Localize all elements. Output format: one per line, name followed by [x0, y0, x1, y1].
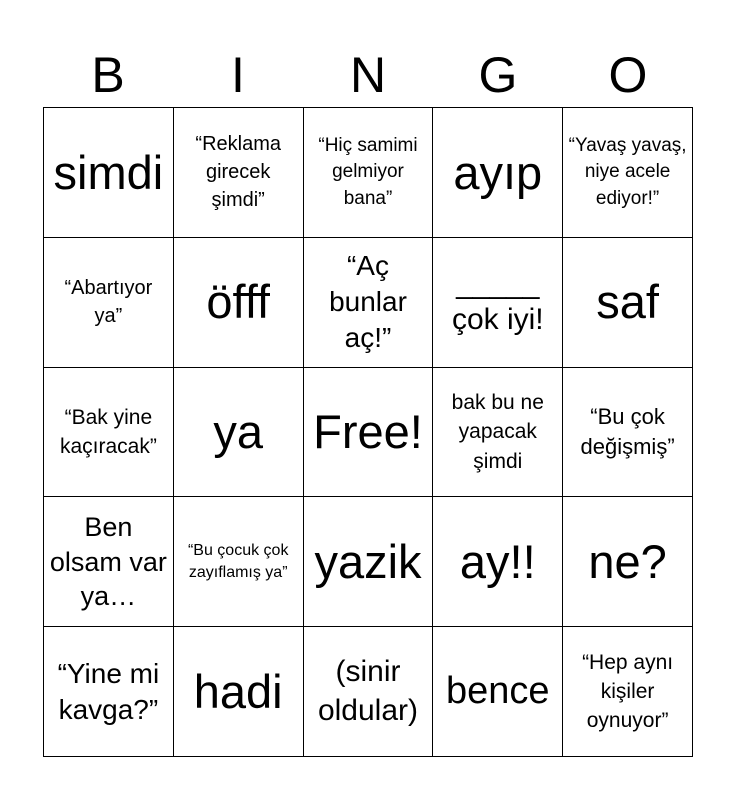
bingo-cell[interactable]: [304, 627, 434, 757]
bingo-cell[interactable]: [563, 497, 693, 627]
bingo-cell[interactable]: [44, 497, 174, 627]
bingo-cell[interactable]: [304, 368, 434, 498]
cell-text: ayıp: [453, 145, 543, 199]
bingo-cell[interactable]: [563, 368, 693, 498]
cell-text: “Hep aynı kişiler oynuyor”: [582, 650, 674, 733]
bingo-cell[interactable]: [174, 238, 304, 368]
header-letter-g: G: [478, 47, 518, 103]
cell-text: hadi: [193, 664, 283, 718]
cell-text: ne?: [588, 534, 667, 588]
cell-text: “Abartıyor ya”: [64, 277, 153, 328]
bingo-cell[interactable]: [563, 108, 693, 238]
cell-text: (sinir oldular): [317, 655, 419, 727]
bingo-cell[interactable]: [174, 497, 304, 627]
cell-text: öfff: [206, 275, 270, 329]
cell-text: “Aç bunlar aç!”: [329, 250, 407, 354]
bingo-cell[interactable]: [304, 108, 434, 238]
cell-text: yazik: [314, 534, 422, 588]
cell-text: “Yine mi kavga?”: [57, 657, 160, 725]
cell-text-line: _____ çok iyi!: [451, 267, 544, 337]
bingo-cell[interactable]: [563, 627, 693, 757]
bingo-cell[interactable]: [433, 627, 563, 757]
header-letter-b: B: [91, 47, 125, 103]
header-letter-o: O: [608, 47, 648, 103]
cell-text: “Hiç samimi gelmiyor bana”: [318, 134, 418, 209]
bingo-cell[interactable]: [44, 368, 174, 498]
cell-text: “Bu çok değişmiş”: [580, 404, 675, 459]
bingo-cell[interactable]: [433, 108, 563, 238]
cell-text: “Bu çocuk çok zayıflamış ya”: [187, 542, 289, 581]
header-letter-n: N: [349, 47, 387, 103]
bingo-cell[interactable]: [44, 627, 174, 757]
bingo-cell[interactable]: [174, 627, 304, 757]
cell-text: [437, 266, 558, 338]
cell-text: bak bu ne yapacak şimdi: [451, 390, 544, 473]
bingo-cell[interactable]: [174, 368, 304, 498]
free-space-label: Free!: [313, 405, 423, 459]
bingo-header: [43, 44, 693, 106]
bingo-cell[interactable]: [44, 108, 174, 238]
bingo-cell[interactable]: [433, 497, 563, 627]
bingo-card: [43, 107, 693, 757]
bingo-cell[interactable]: [304, 238, 434, 368]
cell-text: bence: [446, 669, 550, 712]
cell-text: “Bak yine kaçıracak”: [59, 405, 157, 458]
bingo-cell[interactable]: [433, 238, 563, 368]
cell-text: saf: [596, 275, 659, 329]
cell-text: Ben olsam var ya…: [49, 511, 167, 612]
cell-text: “Yavaş yavaş, niye acele ediyor!”: [568, 134, 687, 209]
bingo-cell[interactable]: [433, 368, 563, 498]
bingo-cell[interactable]: [304, 497, 434, 627]
bingo-cell[interactable]: [174, 108, 304, 238]
cell-text: simdi: [53, 145, 164, 199]
cell-text: ya: [213, 405, 264, 459]
cell-text: “Reklama girecek şimdi”: [195, 133, 281, 212]
bingo-cell[interactable]: [563, 238, 693, 368]
bingo-cell[interactable]: [44, 238, 174, 368]
cell-text: ay!!: [459, 534, 536, 588]
header-letter-i: I: [231, 47, 245, 103]
